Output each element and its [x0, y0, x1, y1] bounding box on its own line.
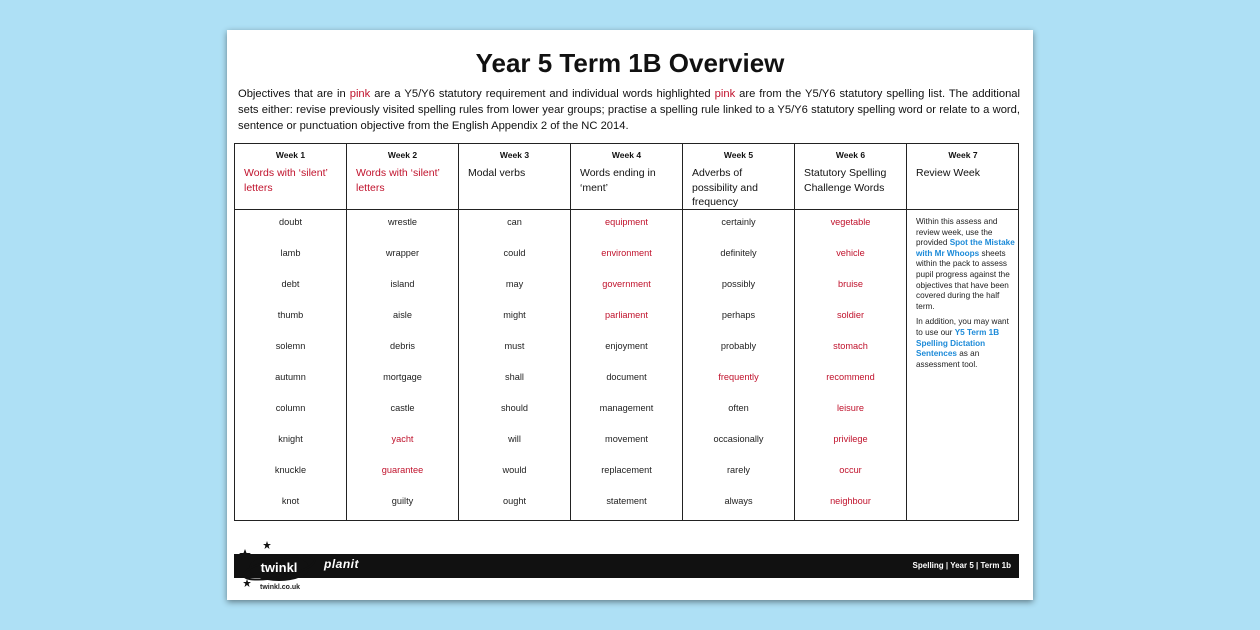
spelling-word: could — [503, 248, 526, 258]
week-1-topic: Words with ‘silent’ letters — [244, 167, 328, 194]
week-2-column — [347, 144, 459, 520]
review-text-1a: Within this assess and review week, use the provided — [916, 217, 998, 248]
spelling-word: probably — [720, 341, 757, 351]
week-2-topic: Words with ‘silent’ letters — [356, 167, 440, 194]
spelling-word: government — [602, 279, 651, 289]
logo-wordmark: twinkl — [260, 560, 298, 575]
week-1-header — [235, 144, 346, 210]
spelling-word: yacht — [391, 434, 414, 444]
spelling-word: frequently — [718, 372, 759, 382]
planit-brand: planit — [324, 557, 359, 571]
spelling-word: occur — [839, 465, 862, 475]
intro-pink-word-1: pink — [349, 88, 371, 100]
spelling-word: ought — [503, 496, 526, 506]
review-week-text — [916, 217, 1016, 375]
spelling-word: debt — [281, 279, 300, 289]
spelling-word: wrapper — [385, 248, 420, 258]
spelling-word: leisure — [836, 403, 865, 413]
spelling-word: vehicle — [836, 248, 865, 258]
spelling-word: perhaps — [721, 310, 756, 320]
week-1-label: Week 1 — [275, 150, 306, 160]
week-2-label: Week 2 — [387, 150, 418, 160]
spelling-word: guilty — [391, 496, 414, 506]
spelling-word: mortgage — [383, 372, 422, 382]
spelling-word: thumb — [277, 310, 304, 320]
spelling-word: stomach — [833, 341, 868, 351]
spelling-word: castle — [390, 403, 415, 413]
spelling-word: column — [275, 403, 306, 413]
spelling-word: certainly — [721, 217, 756, 227]
week-6-label: Week 6 — [835, 150, 866, 160]
spelling-word: replacement — [601, 465, 652, 475]
spelling-word: solemn — [275, 341, 306, 351]
week-4-label: Week 4 — [611, 150, 642, 160]
spelling-word: doubt — [279, 217, 302, 227]
review-text-2b: as an assessment tool. — [916, 349, 980, 369]
week-2-header — [347, 144, 458, 210]
week-6-column — [795, 144, 907, 520]
website-label: twinkl.co.uk — [260, 584, 301, 591]
week-7-header — [907, 144, 1019, 210]
intro-text-3: are from the Y5/Y6 statutory spelling list. The additional sets either: revise previously visited spelling rules from lower year groups; practise a spelling rule linked to a Y5/Y6 statutory spelling word or relate to a word, sentence or punctuation objective from the English Appendix 2 of the NC 2014. — [238, 88, 1020, 132]
spot-the-mistake-link[interactable]: Spot the Mistake with Mr Whoops — [916, 238, 1015, 258]
spelling-word: will — [508, 434, 521, 444]
week-4-topic: Words ending in ‘ment’ — [580, 167, 656, 194]
spelling-word: might — [503, 310, 526, 320]
review-text-2a: In addition, you may want to use our — [916, 317, 1009, 337]
spelling-word: should — [500, 403, 529, 413]
week-6-topic: Statutory Spelling Challenge Words — [804, 167, 887, 194]
week-5-topic: Adverbs of possibility and frequency — [692, 167, 758, 208]
spelling-word: must — [504, 341, 525, 351]
week-3-topic: Modal verbs — [468, 167, 526, 179]
spelling-word: document — [606, 372, 647, 382]
intro-paragraph — [238, 86, 1020, 134]
spelling-word: knuckle — [274, 465, 307, 475]
spelling-word: privilege — [833, 434, 868, 444]
spelling-word: can — [507, 217, 522, 227]
week-7-label: Week 7 — [948, 150, 978, 160]
spelling-word: knight — [278, 434, 303, 444]
spelling-word: aisle — [393, 310, 412, 320]
week-5-column — [683, 144, 795, 520]
week-1-column — [235, 144, 347, 520]
spelling-word: lamb — [280, 248, 301, 258]
intro-text-1: Objectives that are in — [238, 88, 350, 100]
spelling-word: island — [390, 279, 415, 289]
spelling-word: vegetable — [830, 217, 871, 227]
spelling-word: may — [505, 279, 524, 289]
spelling-word: knot — [281, 496, 300, 506]
dictation-sentences-link[interactable]: Y5 Term 1B Spelling Dictation Sentences — [916, 327, 1000, 359]
week-3-label: Week 3 — [499, 150, 530, 160]
spelling-word: neighbour — [830, 496, 871, 506]
spelling-word: management — [599, 403, 654, 413]
footer-course-info: Spelling | Year 5 | Term 1b — [912, 561, 1011, 570]
review-text-1b: sheets within the pack to assess pupil progress against the objectives that have been covered during the half term. — [916, 248, 1010, 311]
spelling-word: equipment — [605, 217, 648, 227]
week-7-topic: Review Week — [916, 167, 980, 179]
review-paragraph-2 — [916, 317, 1016, 370]
review-paragraph-1 — [916, 217, 1016, 312]
intro-pink-word-2: pink — [714, 88, 736, 100]
worksheet-page — [227, 30, 1033, 600]
footer-bar — [234, 554, 1019, 578]
spelling-word: autumn — [275, 372, 306, 382]
spelling-word: parliament — [605, 310, 648, 320]
spelling-word: debris — [389, 341, 416, 351]
intro-text-2: are a Y5/Y6 statutory requirement and individual words highlighted — [370, 88, 715, 100]
spelling-word: definitely — [720, 248, 757, 258]
week-4-column — [571, 144, 683, 520]
spelling-word: movement — [605, 434, 648, 444]
spelling-word: always — [724, 496, 753, 506]
week-7-column — [907, 144, 1019, 520]
spelling-word: possibly — [721, 279, 756, 289]
spelling-word: would — [502, 465, 527, 475]
spelling-word: rarely — [727, 465, 750, 475]
spelling-word: occasionally — [713, 434, 764, 444]
week-6-header — [795, 144, 906, 210]
spelling-word: bruise — [837, 279, 864, 289]
week-5-label: Week 5 — [723, 150, 754, 160]
spelling-word: enjoyment — [605, 341, 648, 351]
spelling-word: soldier — [836, 310, 865, 320]
week-3-header — [459, 144, 570, 210]
spelling-word: statement — [606, 496, 647, 506]
week-3-column — [459, 144, 571, 520]
spelling-word: recommend — [826, 372, 875, 382]
spelling-word: often — [728, 403, 749, 413]
spelling-word: guarantee — [381, 465, 424, 475]
week-5-header — [683, 144, 794, 210]
page-title: Year 5 Term 1B Overview — [475, 48, 785, 78]
spelling-word: wrestle — [387, 217, 418, 227]
spelling-word: shall — [505, 372, 524, 382]
spelling-word: environment — [601, 248, 652, 258]
week-4-header — [571, 144, 682, 210]
overview-table — [234, 143, 1019, 521]
